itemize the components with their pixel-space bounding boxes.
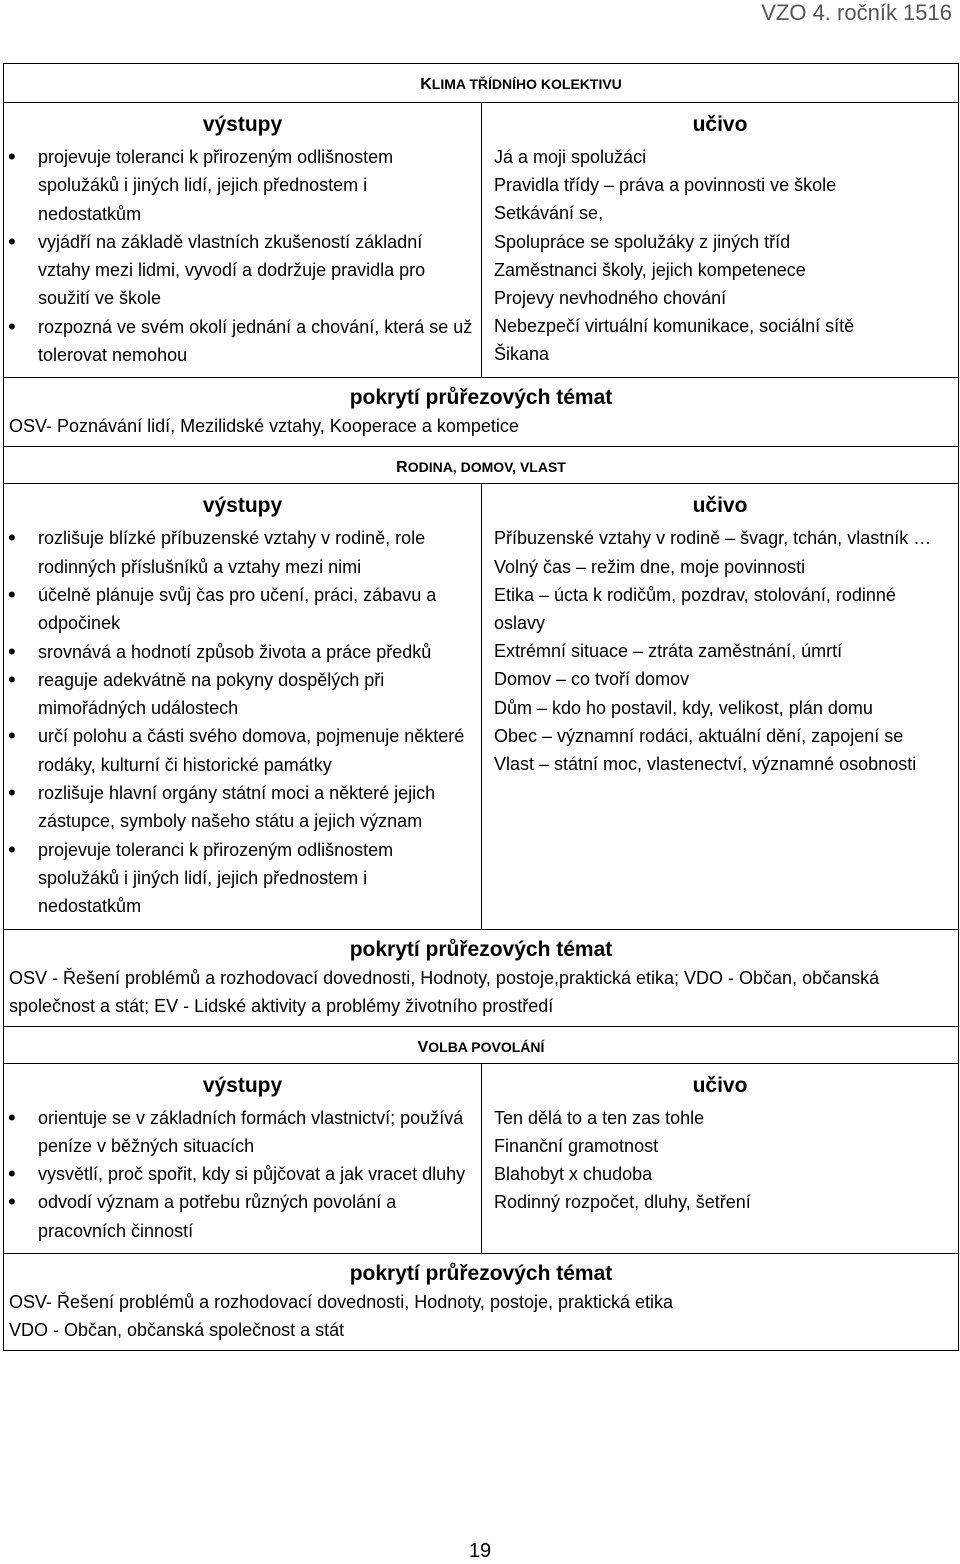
- section-content-row: [4, 1063, 959, 1253]
- list-item: Pravidla třídy – práva a povinnosti ve škole: [494, 175, 837, 196]
- list-item: Extrémní situace – ztráta zaměstnání, úmrtí: [494, 641, 843, 662]
- cross-topics-cell: [4, 1254, 959, 1351]
- list-item: Volný čas – režim dne, moje povinnosti: [494, 556, 806, 577]
- section-title-rest: LIMA TŘÍDNÍHO KOLEKTIVU: [431, 76, 622, 92]
- outputs-heading: výstupy: [202, 113, 283, 136]
- list-item: • rozlišuje blízké příbuzenské vztahy v rodině, role rodinných příslušníků a vztahy mezi nimi: [38, 524, 475, 581]
- section-title-row: [4, 447, 959, 484]
- list-item: Dům – kdo ho postavil, kdy, velikost, plán domu: [494, 697, 873, 718]
- section-content-row: [4, 103, 959, 378]
- curriculum-heading: učivo: [692, 1073, 748, 1097]
- list-item: Spolupráce se spolužáky z jiných tříd: [494, 231, 791, 252]
- outputs-cell: [4, 484, 482, 929]
- page-number: 19: [468, 1540, 492, 1562]
- cross-topics-line: VDO - Občan, občanská společnost a stát: [9, 1320, 345, 1341]
- list-item: • projevuje toleranci k přirozeným odlišnostem spolužáků i jiných lidí, jejich přednostem i nedostatkům: [38, 836, 475, 921]
- outputs-cell: [4, 103, 482, 378]
- list-item: Šikana: [494, 344, 550, 365]
- outputs-cell: [4, 1063, 482, 1253]
- list-item: Rodinný rozpočet, dluhy, šetření: [494, 1192, 751, 1213]
- list-item: Vlast – státní moc, vlastenectví, významné osobnosti: [494, 754, 917, 774]
- curriculum-cell: [482, 484, 959, 929]
- list-item: Domov – co tvoří domov: [494, 669, 690, 690]
- section-title: [4, 64, 959, 103]
- outputs-heading: výstupy: [202, 1073, 283, 1097]
- list-item: Etika – úcta k rodičům, pozdrav, stolování, rodinné oslavy: [494, 584, 896, 633]
- cross-topics-cell: [4, 929, 959, 1026]
- section-title-row: [4, 1026, 959, 1063]
- cross-topics-cell: [4, 378, 959, 447]
- list-item: Já a moji spolužáci: [494, 147, 647, 167]
- curriculum-cell: [482, 103, 959, 378]
- list-item: Projevy nevhodného chování: [494, 288, 727, 309]
- section-title: [4, 447, 959, 484]
- section-title-first: R: [396, 459, 408, 477]
- list-item: Příbuzenské vztahy v rodině – švagr, tchán, vlastník …: [494, 528, 932, 549]
- curriculum-cell: [482, 1063, 959, 1253]
- cross-topics-row: [4, 378, 959, 447]
- list-item: • vysvětlí, proč spořit, kdy si půjčovat a jak vracet dluhy: [38, 1160, 475, 1188]
- list-item: Nebezpečí virtuální komunikace, sociální sítě: [494, 316, 855, 337]
- list-item: • účelně plánuje svůj čas pro učení, práci, zábavu a odpočinek: [38, 581, 475, 638]
- curriculum-list: [482, 1104, 958, 1225]
- list-item: Finanční gramotnost: [494, 1135, 659, 1156]
- list-item: • srovnává a hodnotí způsob života a práce předků: [38, 638, 475, 666]
- section-content-row: [4, 484, 959, 929]
- section-title-first: K: [420, 76, 432, 93]
- section-title-rest: ODINA, DOMOV, VLAST: [407, 459, 566, 476]
- list-item: Blahobyt x chudoba: [494, 1163, 653, 1184]
- cross-topics-line: OSV- Řešení problémů a rozhodovací dovednosti, Hodnoty, postoje, praktická etika: [9, 1292, 674, 1313]
- curriculum-table: [3, 63, 959, 1351]
- curriculum-heading: učivo: [692, 494, 748, 518]
- list-item: • rozlišuje hlavní orgány státní moci a některé jejich zástupce, symboly našeho státu a jejich význam: [38, 779, 475, 836]
- outputs-list: [4, 1104, 481, 1253]
- list-item: Zaměstnanci školy, jejich kompetenece: [494, 259, 806, 280]
- list-item: Obec – významní rodáci, aktuální dění, zapojení se: [494, 725, 904, 746]
- curriculum-list: [482, 524, 958, 786]
- cross-topics-heading: pokrytí průřezových témat: [349, 937, 613, 961]
- cross-topics-text: OSV- Poznávání lidí, Mezilidské vztahy, Kooperace a kompetice: [9, 416, 519, 437]
- curriculum-heading: učivo: [692, 113, 748, 136]
- list-item: • reaguje adekvátně na pokyny dospělých při mimořádných událostech: [38, 666, 475, 723]
- section-title-rest: OLBA POVOLÁNÍ: [428, 1038, 545, 1055]
- list-item: Setkávání se,: [494, 203, 604, 224]
- outputs-list: [4, 143, 481, 377]
- list-item: • vyjádří na základě vlastních zkušeností základní vztahy mezi lidmi, vyvodí a dodržuje pravidla pro soužití ve škole: [38, 228, 475, 313]
- document-header: VZO 4. ročník 1516: [761, 0, 952, 25]
- list-item: • odvodí význam a potřebu různých povolání a pracovních činností: [38, 1188, 475, 1245]
- section-title: [4, 1026, 959, 1063]
- cross-topics-row: [4, 929, 959, 1026]
- section-title-first: V: [417, 1038, 429, 1056]
- list-item: • projevuje toleranci k přirozeným odlišnostem spolužáků i jiných lidí, jejich přednostem i nedostatkům: [38, 143, 475, 228]
- cross-topics-row: [4, 1254, 959, 1351]
- cross-topics-heading: pokrytí průřezových témat: [349, 386, 613, 410]
- cross-topics-heading: pokrytí průřezových témat: [349, 1262, 613, 1286]
- list-item: • určí polohu a části svého domova, pojmenuje některé rodáky, kulturní či historické památky: [38, 722, 475, 779]
- curriculum-list: [482, 143, 958, 377]
- list-item: • orientuje se v základních formách vlastnictví; používá peníze v běžných situacích: [38, 1104, 475, 1161]
- list-item: Ten dělá to a ten zas tohle: [494, 1107, 705, 1128]
- section-title-row: [4, 64, 959, 103]
- cross-topics-text: OSV - Řešení problémů a rozhodovací dovednosti, Hodnoty, postoje,praktická etika; VDO - Občan, občanská společnost a stát; EV - Lidské aktivity a problémy životního prostředí: [9, 967, 880, 1016]
- outputs-heading: výstupy: [202, 494, 283, 518]
- cross-topics-text: [4, 1288, 958, 1350]
- list-item: • rozpozná ve svém okolí jednání a chování, která se už tolerovat nemohou: [38, 313, 475, 370]
- outputs-list: [4, 524, 481, 928]
